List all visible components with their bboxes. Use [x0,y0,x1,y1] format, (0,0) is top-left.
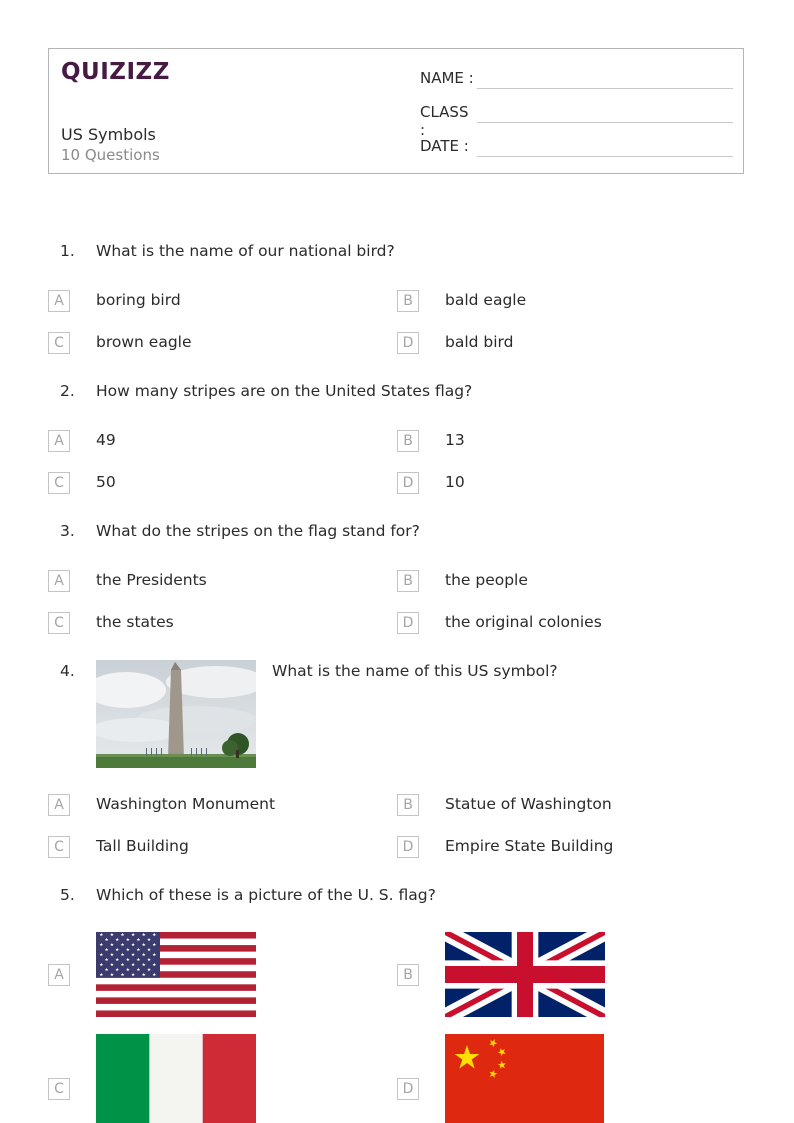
option-letter-d[interactable]: D [397,836,419,858]
class-field[interactable] [420,103,476,139]
option-letter-a[interactable]: A [48,964,70,986]
option-letter-b[interactable]: B [397,290,419,312]
question-3-option-a[interactable]: the Presidents [96,571,207,589]
worksheet-title: US Symbols [61,125,156,144]
question-4-option-d[interactable]: Empire State Building [445,837,614,855]
question-3-text: What do the stripes on the flag stand for? [96,522,420,540]
italy-flag-image[interactable] [96,1034,256,1123]
name-field[interactable] [420,69,476,87]
option-letter-d[interactable]: D [397,1078,419,1100]
question-3-option-c[interactable]: the states [96,613,174,631]
option-letter-b[interactable]: B [397,964,419,986]
question-2-option-d[interactable]: 10 [445,473,465,491]
us-flag-image[interactable] [96,932,256,1017]
class-line [477,122,733,123]
question-1-option-c[interactable]: brown eagle [96,333,192,351]
question-4-option-a[interactable]: Washington Monument [96,795,276,813]
question-2-option-c[interactable]: 50 [96,473,116,491]
question-1-option-b[interactable]: bald eagle [445,291,527,309]
name-line [477,88,733,89]
option-letter-c[interactable]: C [48,612,70,634]
question-5-number: 5. [60,886,75,904]
option-letter-a[interactable]: A [48,570,70,592]
question-5-text: Which of these is a picture of the U. S. flag? [96,886,436,904]
option-letter-c[interactable]: C [48,836,70,858]
question-3-option-b[interactable]: the people [445,571,528,589]
option-letter-b[interactable]: B [397,794,419,816]
option-letter-d[interactable]: D [397,332,419,354]
question-4-option-b[interactable]: Statue of Washington [445,795,612,813]
worksheet-header [48,48,744,174]
question-2-number: 2. [60,382,75,400]
date-label: DATE : [420,137,469,155]
option-letter-c[interactable]: C [48,332,70,354]
name-label: NAME : [420,69,474,87]
option-letter-d[interactable]: D [397,612,419,634]
date-field[interactable] [420,137,476,155]
question-4-text: What is the name of this US symbol? [272,662,558,680]
class-label: CLASS : [420,103,469,139]
question-4-number: 4. [60,662,75,680]
question-1-text: What is the name of our national bird? [96,242,395,260]
quizizz-logo: QUIZIZZ [61,59,170,85]
washington-monument-photo [96,660,256,768]
question-1-number: 1. [60,242,75,260]
option-letter-b[interactable]: B [397,570,419,592]
question-2-option-a[interactable]: 49 [96,431,116,449]
question-count: 10 Questions [61,146,160,164]
question-2-option-b[interactable]: 13 [445,431,465,449]
option-letter-c[interactable]: C [48,472,70,494]
question-1-option-a[interactable]: boring bird [96,291,181,309]
option-letter-a[interactable]: A [48,430,70,452]
china-flag-image[interactable] [445,1034,604,1123]
question-1-option-d[interactable]: bald bird [445,333,514,351]
question-4-option-c[interactable]: Tall Building [96,837,189,855]
option-letter-b[interactable]: B [397,430,419,452]
option-letter-d[interactable]: D [397,472,419,494]
question-3-number: 3. [60,522,75,540]
option-letter-a[interactable]: A [48,290,70,312]
date-line [477,156,733,157]
question-2-text: How many stripes are on the United States flag? [96,382,473,400]
option-letter-a[interactable]: A [48,794,70,816]
question-3-option-d[interactable]: the original colonies [445,613,602,631]
uk-flag-image[interactable] [445,932,605,1017]
option-letter-c[interactable]: C [48,1078,70,1100]
